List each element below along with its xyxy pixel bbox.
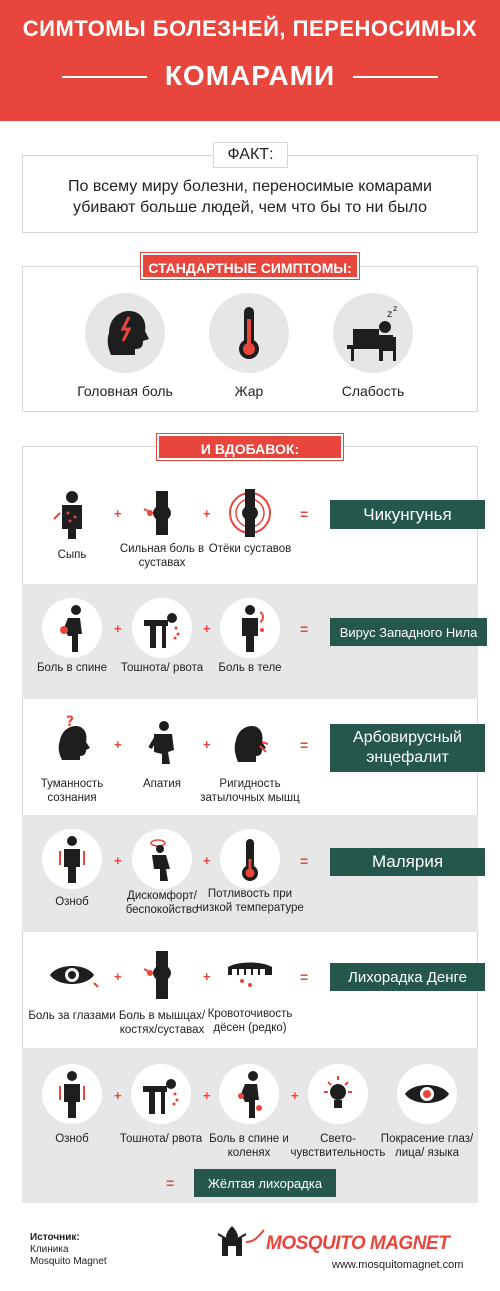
apathy-icon [132, 712, 192, 772]
svg-text:?: ? [66, 714, 75, 730]
bone-pain-icon [132, 945, 192, 1005]
back-pain-icon [42, 598, 102, 658]
equals-sign: = [300, 621, 309, 637]
standard-symptoms-title: СТАНДАРТНЫЕ СИМПТОМЫ: [141, 253, 359, 279]
symptom-label: Боль в мышцах/ костях/суставах [118, 1010, 206, 1036]
plus-sign: + [114, 969, 122, 984]
standard-label-weakness: Слабость [341, 383, 405, 399]
svg-text:z: z [393, 304, 398, 313]
plus-sign: + [114, 506, 122, 521]
symptom-label: Озноб [55, 896, 89, 908]
source-line-2: Mosquito Magnet [30, 1256, 107, 1267]
nausea-icon [131, 1064, 191, 1124]
standard-label-fever: Жар [234, 383, 264, 399]
equals-sign: = [300, 506, 309, 522]
equals-sign: = [166, 1175, 175, 1191]
fact-label: ФАКТ: [213, 142, 288, 168]
body-pain-icon [220, 598, 280, 658]
symptom-label: Сильная боль в суставах [119, 543, 205, 569]
symptom-label: Сыпь [57, 549, 87, 561]
plus-sign: + [114, 1088, 122, 1103]
header-title-line2: КОМАРАМИ [164, 60, 336, 91]
additional-title: И ВДОБАВОК: [157, 434, 343, 460]
joint-pain-icon [132, 483, 192, 543]
svg-text:z: z [387, 309, 393, 320]
symptom-label: Ригидность затылочных мышц [200, 778, 300, 804]
source-title: Источник: [30, 1232, 80, 1243]
symptom-label: Озноб [55, 1133, 89, 1145]
symptom-label: Потливость при низкой температуре [196, 888, 304, 914]
symptom-label: Боль в теле [218, 662, 282, 674]
fact-line-1: По всему миру болезни, переносимые комарами [68, 178, 432, 195]
symptom-label: Боль за глазами [28, 1010, 116, 1022]
symptom-label: Дискомфорт/ беспокойство [125, 890, 199, 916]
tired-at-desk-icon [333, 293, 413, 373]
rash-icon [42, 483, 102, 543]
website-url: www.mosquitomagnet.com [332, 1259, 464, 1271]
symptom-label: Тошнота/ рвота [119, 1133, 203, 1145]
plus-sign: + [114, 853, 122, 868]
plus-sign: + [203, 737, 211, 752]
header-rule-right [353, 76, 438, 78]
headache-icon [85, 293, 165, 373]
thermometer-low-icon [220, 829, 280, 889]
standard-label-headache: Головная боль [77, 383, 173, 399]
symptom-label: Тошнота/ рвота [120, 662, 204, 674]
confusion-icon [42, 712, 102, 772]
plus-sign: + [203, 506, 211, 521]
symptom-label: Боль в спине [36, 662, 108, 674]
plus-sign: + [291, 1088, 299, 1103]
chills-icon [42, 829, 102, 889]
thermometer-icon [209, 293, 289, 373]
stiff-neck-icon [220, 712, 280, 772]
plus-sign: + [114, 737, 122, 752]
equals-sign: = [300, 737, 309, 753]
disease-name-dengue: Лихорадка Денге [330, 963, 485, 991]
symptom-label: Боль в спине и коленях [209, 1133, 289, 1159]
joint-swelling-icon [220, 483, 280, 543]
nausea-icon [132, 598, 192, 658]
back-knee-pain-icon [219, 1064, 279, 1124]
light-sensitivity-icon [308, 1064, 368, 1124]
symptom-label: Туманность сознания [40, 778, 104, 804]
discomfort-icon [132, 829, 192, 889]
equals-sign: = [300, 853, 309, 869]
symptom-label: Кровоточивость дёсен (редко) [207, 1008, 293, 1034]
logo-text: MOSQUITO MAGNET [266, 1233, 450, 1254]
plus-sign: + [203, 1088, 211, 1103]
equals-sign: = [300, 969, 309, 985]
disease-name-chikungunya: Чикунгунья [330, 500, 485, 529]
disease-name-yellow-fever: Жёлтая лихорадка [194, 1169, 336, 1197]
source-block [30, 1232, 107, 1268]
plus-sign: + [203, 853, 211, 868]
fact-line-2: убивают больше людей, чем что бы то ни было [73, 199, 427, 216]
plus-sign: + [114, 621, 122, 636]
disease-name-west-nile: Вирус Западного Нила [330, 618, 487, 646]
plus-sign: + [203, 621, 211, 636]
symptom-label: Свето- чувствительность [290, 1133, 386, 1159]
symptom-label: Покрасение глаз/лица/ языка [380, 1133, 474, 1159]
bleeding-gums-icon [220, 945, 280, 1005]
source-line-1: Клиника [30, 1244, 69, 1255]
fact-text [22, 176, 478, 218]
header-title-line1: СИМТОМЫ БОЛЕЗНЕЙ, ПЕРЕНОСИМЫХ [22, 16, 478, 41]
header-banner [0, 0, 500, 121]
disease-name-encephalitis: Арбовирусный энцефалит [330, 724, 485, 772]
disease-name-malaria: Малярия [330, 848, 485, 876]
red-eye-icon [397, 1064, 457, 1124]
plus-sign: + [203, 969, 211, 984]
symptom-label: Отёки суставов [208, 543, 292, 555]
chills-icon [42, 1064, 102, 1124]
symptom-label: Апатия [143, 778, 181, 790]
eye-pain-icon [42, 945, 102, 1005]
